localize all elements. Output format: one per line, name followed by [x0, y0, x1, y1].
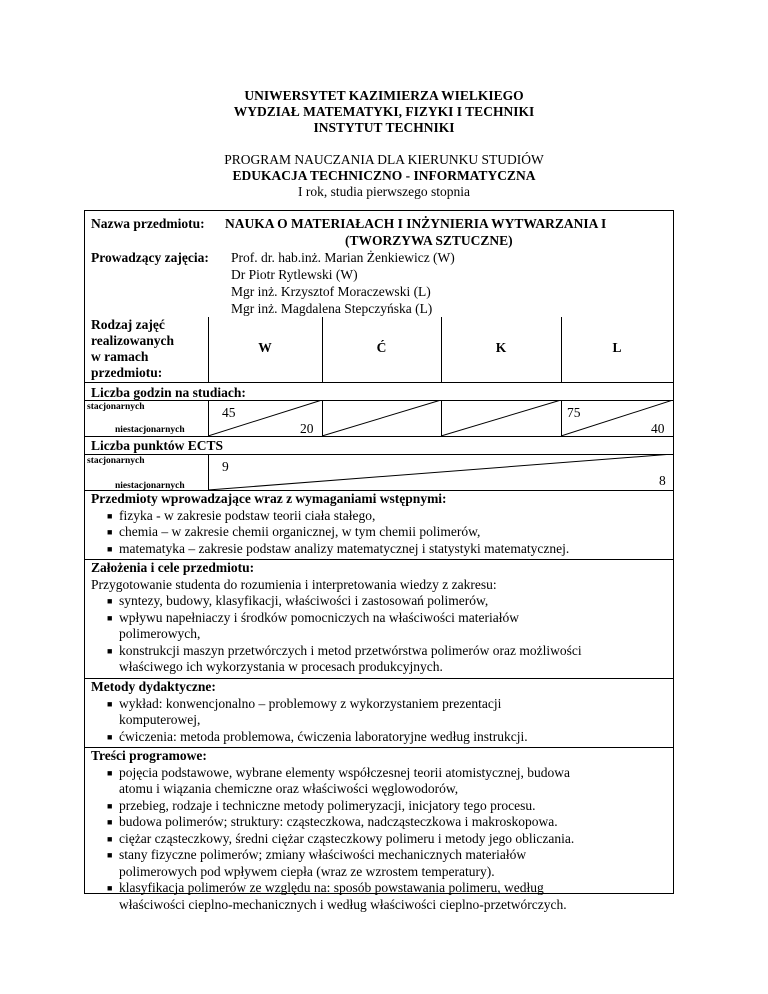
- hours-stacjonarne-l: 75: [567, 405, 581, 420]
- list-item: ■ przebieg, rodzaje i techniczne metody polimeryzacji, inicjatory tego procesu.: [107, 797, 536, 813]
- class-type-k: K: [495, 340, 507, 355]
- bullet-icon: ■: [107, 850, 113, 860]
- list-item: ■ klasyfikacja polimerów ze względu na: sposób powstawania polimeru, według właściwości cieplno-mechanicznych i według właściwości cieplno-przetwórczych.: [107, 880, 567, 912]
- hours-label: Liczba godzin na studiach:: [91, 385, 246, 400]
- teachers-label: Prowadzący zajęcia:: [91, 250, 209, 265]
- ects-stacjonarne-label: stacjonarnych: [87, 456, 145, 466]
- subject-name-line1: NAUKA O MATERIAŁACH I INŻYNIERIA WYTWARZANIA I: [225, 216, 607, 231]
- bullet-icon: ■: [107, 698, 113, 709]
- field-of-study: EDUKACJA TECHNICZNO - INFORMATYCZNA: [232, 168, 536, 183]
- hours-stacjonarne-w: 45: [222, 405, 236, 420]
- list-item: ■ stany fizyczne polimerów; zmiany właściwości mechanicznych materiałów polimerowych pod wpływem ciepła (wraz ze wzrostem temperatury).: [107, 847, 527, 879]
- bullet-icon: ■: [107, 510, 113, 521]
- program-title: PROGRAM NAUCZANIA DLA KIERUNKU STUDIÓW: [224, 152, 544, 167]
- list-item: ■ ćwiczenia: metoda problemowa, ćwiczenia laboratoryjne według instrukcji.: [107, 728, 528, 744]
- teacher-item: Prof. dr. hab.inż. Marian Żenkiewicz (W): [231, 250, 455, 265]
- program-header: [0, 152, 768, 200]
- class-types-label-line: w ramach: [91, 349, 149, 364]
- methods-section: [91, 679, 669, 745]
- list-item: ■ syntezy, budowy, klasyfikacji, właściwości i zastosowań polimerów,: [107, 593, 489, 608]
- faculty-name: WYDZIAŁ MATEMATYKI, FIZYKI I TECHNIKI: [233, 104, 535, 119]
- goals-section: [91, 560, 669, 676]
- ects-label: Liczba punktów ECTS: [91, 438, 224, 453]
- bullet-icon: ■: [107, 596, 113, 606]
- hours-niestacjonarne-l: 40: [651, 421, 665, 436]
- document-header: [0, 88, 768, 136]
- list-item: ■ fizyka - w zakresie podstaw teorii ciała stałego,: [107, 507, 376, 523]
- class-type-w: W: [258, 340, 272, 355]
- subject-label: Nazwa przedmiotu:: [91, 216, 205, 231]
- prerequisites-section: [91, 491, 669, 557]
- section-title: Przedmioty wprowadzające wraz z wymaganiami wstępnymi:: [91, 491, 447, 506]
- section-title: Założenia i cele przedmiotu:: [91, 560, 255, 575]
- bullet-icon: ■: [107, 883, 113, 893]
- syllabus-table: [84, 210, 674, 912]
- class-types-label-line: realizowanych: [91, 333, 174, 348]
- ects-niestacjonarne: 8: [659, 473, 666, 488]
- hours-diagonals: [208, 400, 673, 436]
- goals-intro: Przygotowanie studenta do rozumienia i interpretowania wiedzy z zakresu:: [91, 576, 497, 592]
- list-item: ■ wykład: konwencjonalno – problemowy z wykorzystaniem prezentacji komputerowej,: [107, 695, 502, 727]
- list-item: ■ ciężar cząsteczkowy, średni ciężar cząsteczkowy polimeru i metody jego obliczania.: [107, 830, 575, 846]
- bullet-icon: ■: [107, 800, 113, 811]
- section-title: Metody dydaktyczne:: [91, 679, 216, 694]
- list-item: ■ pojęcia podstawowe, wybrane elementy współczesnej teorii atomistycznej, budowa atomu i wiązania chemiczne oraz właściwości węglowodorów,: [107, 764, 570, 796]
- bullet-icon: ■: [107, 645, 113, 656]
- teacher-item: Dr Piotr Rytlewski (W): [231, 267, 358, 282]
- bullet-icon: ■: [107, 817, 113, 827]
- hours-niestacjonarne-w: 20: [300, 421, 314, 436]
- class-types-label: [91, 317, 174, 381]
- university-name: UNIWERSYTET KAZIMIERZA WIELKIEGO: [244, 88, 524, 103]
- class-type-c: Ć: [376, 340, 387, 355]
- institute-name: INSTYTUT TECHNIKI: [313, 120, 455, 135]
- bullet-icon: ■: [107, 767, 113, 778]
- ects-diagonal: [208, 454, 673, 490]
- hours-stacjonarne-label: stacjonarnych: [87, 402, 145, 412]
- bullet-icon: ■: [107, 833, 113, 844]
- list-item: ■ wpływu napełniaczy i środków pomocniczych na właściwości materiałów polimerowych,: [107, 609, 520, 641]
- study-year: I rok, studia pierwszego stopnia: [297, 184, 471, 199]
- ects-stacjonarne: 9: [222, 459, 229, 474]
- teacher-item: Mgr inż. Magdalena Stepczyńska (L): [231, 301, 433, 316]
- list-item: ■ chemia – w zakresie chemii organicznej, w tym chemii polimerów,: [107, 524, 481, 539]
- hours-niestacjonarne-label: niestacjonarnych: [115, 425, 185, 435]
- bullet-icon: ■: [107, 731, 113, 742]
- ects-niestacjonarne-label: niestacjonarnych: [115, 481, 185, 491]
- class-types-label-line: Rodzaj zajęć: [91, 317, 165, 332]
- list-item: ■ budowa polimerów; struktury: cząsteczkowa, nadcząsteczkowa i makroskopowa.: [107, 814, 558, 829]
- bullet-icon: ■: [107, 543, 113, 554]
- subject-name-line2: (TWORZYWA SZTUCZNE): [345, 233, 513, 248]
- section-title: Treści programowe:: [91, 748, 207, 763]
- class-types-label-line: przedmiotu:: [91, 365, 163, 380]
- class-type-l: L: [612, 340, 622, 355]
- teacher-item: Mgr inż. Krzysztof Moraczewski (L): [231, 284, 431, 299]
- bullet-icon: ■: [107, 612, 113, 623]
- bullet-icon: ■: [107, 527, 113, 537]
- list-item: ■ matematyka – zakresie podstaw analizy matematycznej i statystyki matematycznej.: [107, 540, 570, 556]
- content-section: [91, 748, 669, 913]
- list-item: ■ konstrukcji maszyn przetwórczych i metod przetwórstwa polimerów oraz możliwości właściwego ich wykorzystania w procesach produkcyjnych.: [107, 642, 582, 674]
